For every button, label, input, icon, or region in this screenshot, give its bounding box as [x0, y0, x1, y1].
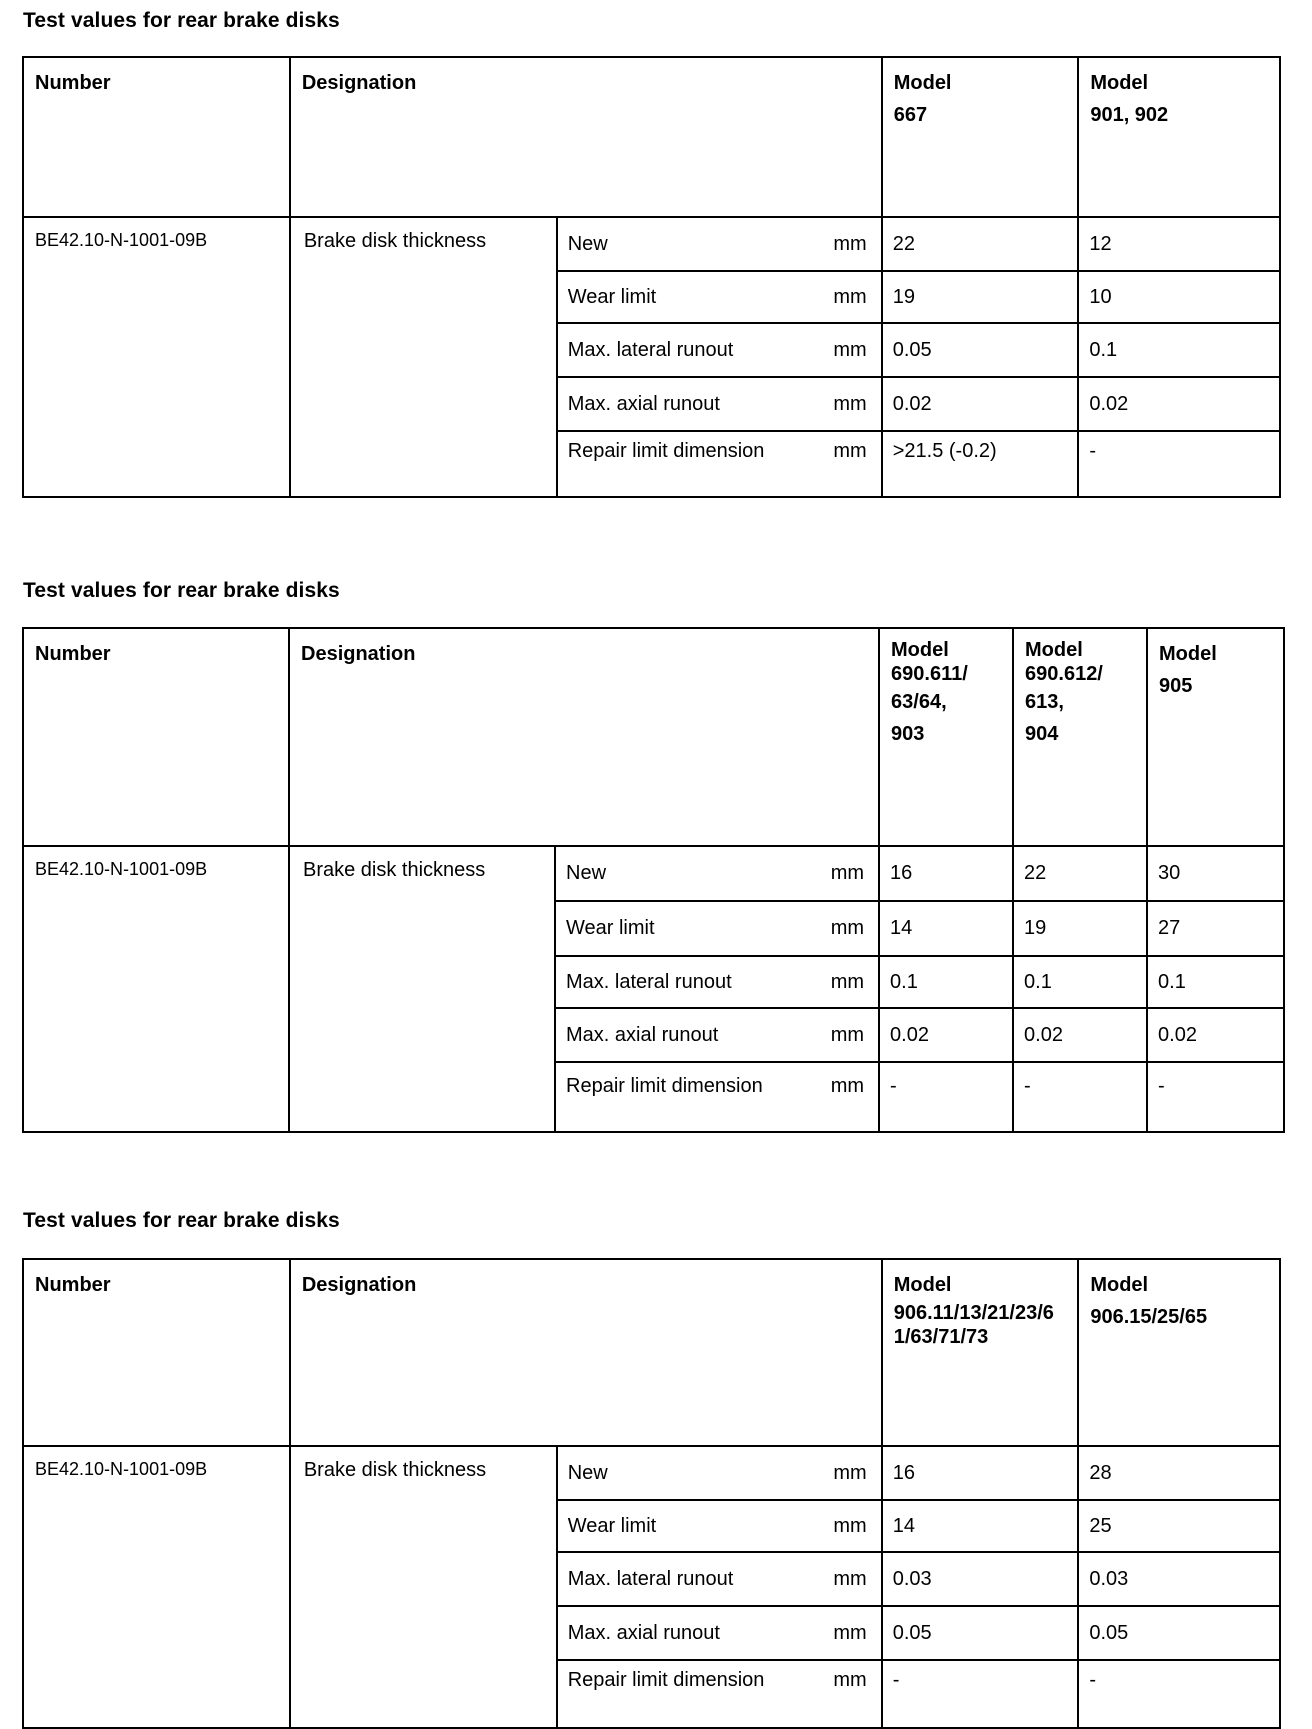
table-header-row	[23, 628, 1284, 846]
header-designation: Designation	[289, 628, 879, 846]
value-cell: 0.02	[879, 1008, 1013, 1062]
param-max-lateral-runout: Max. lateral runout	[555, 956, 815, 1008]
value-cell: 19	[882, 271, 1079, 323]
number-cell: BE42.10-N-1001-09B	[23, 217, 290, 497]
value-cell: 16	[882, 1446, 1079, 1500]
table-row	[23, 217, 1280, 271]
header-number: Number	[23, 628, 289, 846]
value-cell: -	[882, 1660, 1079, 1728]
test-values-table-3	[22, 1258, 1281, 1729]
value-cell: 25	[1078, 1500, 1280, 1552]
header-number: Number	[23, 57, 290, 217]
param-new: New	[557, 1446, 818, 1500]
value-cell: 22	[1013, 846, 1147, 901]
value-cell: 0.03	[1078, 1552, 1280, 1606]
unit-cell: mm	[818, 1606, 882, 1660]
unit-cell: mm	[818, 1552, 882, 1606]
header-designation: Designation	[290, 1259, 882, 1446]
value-cell: 14	[882, 1500, 1079, 1552]
unit-cell: mm	[818, 323, 882, 377]
param-wear-limit: Wear limit	[555, 901, 815, 956]
param-repair-limit-dimension: Repair limit dimension	[557, 431, 818, 497]
param-max-lateral-runout: Max. lateral runout	[557, 1552, 818, 1606]
unit-cell: mm	[818, 271, 882, 323]
designation-cell: Brake disk thickness	[289, 846, 555, 1132]
value-cell: 0.05	[882, 1606, 1079, 1660]
header-model-690-612: Model 690.612/ 613, 904	[1013, 628, 1147, 846]
value-cell: 0.1	[1147, 956, 1284, 1008]
header-number: Number	[23, 1259, 290, 1446]
table-header-row	[23, 1259, 1280, 1446]
table-row	[23, 1446, 1280, 1500]
param-new: New	[555, 846, 815, 901]
value-cell: -	[1147, 1062, 1284, 1132]
value-cell: 22	[882, 217, 1079, 271]
value-cell: 0.02	[1147, 1008, 1284, 1062]
header-model-905: Model 905	[1147, 628, 1284, 846]
param-max-axial-runout: Max. axial runout	[557, 1606, 818, 1660]
value-cell: 12	[1078, 217, 1280, 271]
param-max-axial-runout: Max. axial runout	[555, 1008, 815, 1062]
value-cell: 0.02	[1078, 377, 1280, 431]
param-repair-limit-dimension: Repair limit dimension	[555, 1062, 815, 1132]
unit-cell: mm	[818, 431, 882, 497]
param-max-lateral-runout: Max. lateral runout	[557, 323, 818, 377]
unit-cell: mm	[818, 377, 882, 431]
value-cell: 0.1	[1078, 323, 1280, 377]
header-model-667: Model 667	[882, 57, 1079, 217]
table-row	[23, 846, 1284, 901]
unit-cell: mm	[818, 1500, 882, 1552]
value-cell: 19	[1013, 901, 1147, 956]
unit-cell: mm	[815, 956, 879, 1008]
param-new: New	[557, 217, 818, 271]
header-designation: Designation	[290, 57, 882, 217]
param-max-axial-runout: Max. axial runout	[557, 377, 818, 431]
value-cell: 10	[1078, 271, 1280, 323]
number-cell: BE42.10-N-1001-09B	[23, 846, 289, 1132]
value-cell: 0.1	[879, 956, 1013, 1008]
value-cell: -	[1078, 431, 1280, 497]
header-model-906-15: Model 906.15/25/65	[1078, 1259, 1280, 1446]
value-cell: >21.5 (-0.2)	[882, 431, 1079, 497]
header-model-690-611: Model 690.611/ 63/64, 903	[879, 628, 1013, 846]
value-cell: 0.05	[1078, 1606, 1280, 1660]
table-1-title: Test values for rear brake disks	[23, 9, 340, 32]
unit-cell: mm	[815, 846, 879, 901]
value-cell: 14	[879, 901, 1013, 956]
value-cell: -	[1078, 1660, 1280, 1728]
table-header-row	[23, 57, 1280, 217]
test-values-table-2	[22, 627, 1285, 1133]
value-cell: -	[1013, 1062, 1147, 1132]
value-cell: 0.03	[882, 1552, 1079, 1606]
header-model-901-902: Model 901, 902	[1078, 57, 1280, 217]
value-cell: 0.02	[1013, 1008, 1147, 1062]
table-3-title: Test values for rear brake disks	[23, 1209, 340, 1232]
value-cell: 0.1	[1013, 956, 1147, 1008]
unit-cell: mm	[815, 1008, 879, 1062]
value-cell: 27	[1147, 901, 1284, 956]
number-cell: BE42.10-N-1001-09B	[23, 1446, 290, 1728]
param-wear-limit: Wear limit	[557, 271, 818, 323]
param-repair-limit-dimension: Repair limit dimension	[557, 1660, 818, 1728]
unit-cell: mm	[815, 901, 879, 956]
param-wear-limit: Wear limit	[557, 1500, 818, 1552]
designation-cell: Brake disk thickness	[290, 217, 557, 497]
value-cell: 16	[879, 846, 1013, 901]
value-cell: 0.02	[882, 377, 1079, 431]
unit-cell: mm	[815, 1062, 879, 1132]
table-2-title: Test values for rear brake disks	[23, 579, 340, 602]
unit-cell: mm	[818, 1660, 882, 1728]
test-values-table-1	[22, 56, 1281, 498]
value-cell: 0.05	[882, 323, 1079, 377]
unit-cell: mm	[818, 217, 882, 271]
header-model-906-11: Model 906.11/13/21/23/6 1/63/71/73	[882, 1259, 1079, 1446]
value-cell: 30	[1147, 846, 1284, 901]
unit-cell: mm	[818, 1446, 882, 1500]
value-cell: -	[879, 1062, 1013, 1132]
designation-cell: Brake disk thickness	[290, 1446, 557, 1728]
value-cell: 28	[1078, 1446, 1280, 1500]
